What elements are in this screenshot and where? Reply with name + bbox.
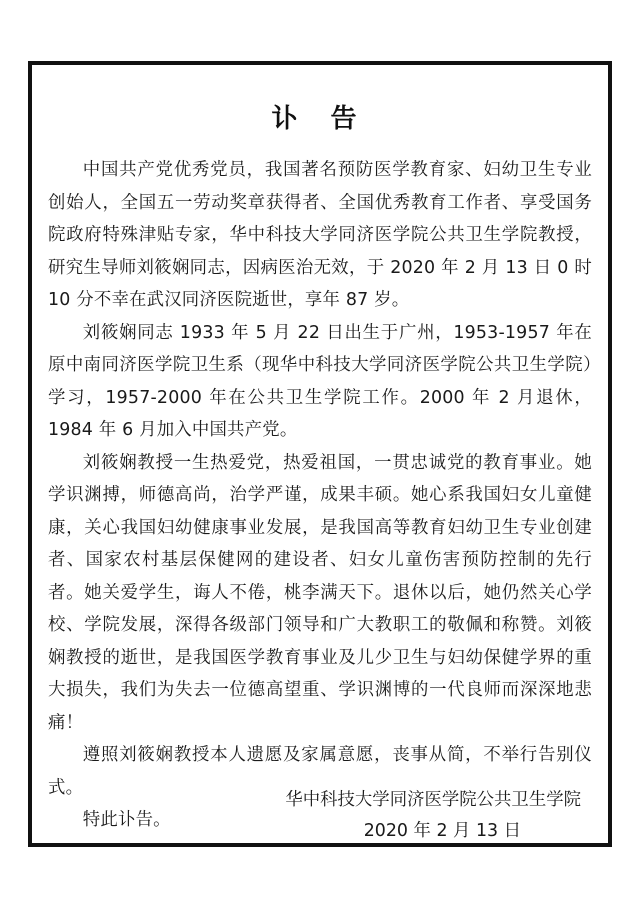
document-body: [48, 154, 592, 837]
document-frame: [28, 61, 612, 847]
signature-date: 2020 年 2 月 13 日: [363, 821, 521, 841]
paragraph-tribute: 刘筱娴教授一生热爱党，热爱祖国，一贯忠诚党的教育事业。她学识渊搏，师德高尚，治学严谨，成果丰硕。她心系我国妇女儿童健康，关心我国妇幼健康事业发展，是我国高等教育妇幼卫生专业创建者、国家农村基层保健网的建设者、妇女儿童伤害预防控制的先行者。她关爱学生，诲人不倦，桃李满天下。退休以后，她仍然关心学校、学院发展，深得各级部门领导和广大教职工的敬佩和称赞。刘筱娴教授的逝世，是我国医学教育事业及儿少卫生与妇幼保健学界的重大损失，我们为失去一位德高望重、学识渊博的一代良师而深深地悲痛！: [48, 452, 592, 733]
paragraph-biography: 刘筱娴同志 1933 年 5 月 22 日出生于广州，1953-1957 年在原中南同济医学院卫生系（现华中科技大学同济医学院公共卫生学院）学习，1957-2000 年在公共卫生学院工作。2000 年 2 月退休，1984 年 6 月加入中国共产党。: [48, 322, 592, 440]
signature-block: [285, 785, 581, 847]
paragraph-closing: 特此讣告。: [82, 810, 171, 830]
paragraph-obituary-intro: 中国共产党优秀党员，我国著名预防医学教育家、妇幼卫生专业创始人，全国五一劳动奖章获得者、全国优秀教育工作者、享受国务院政府特殊津贴专家，华中科技大学同济医学院公共卫生学院教授，研究生导师刘筱娴同志，因病医治无效，于 2020 年 2 月 13 日 0 时 10 分不幸在武汉同济医院逝世，享年 87 岁。: [48, 160, 592, 310]
document-title: 讣 告: [271, 104, 369, 134]
paragraph-funeral-arrangement: 遵照刘筱娴教授本人遗愿及家属意愿，丧事从简，不举行告别仪式。: [48, 745, 592, 798]
signature-organization: 华中科技大学同济医学院公共卫生学院: [285, 790, 581, 810]
